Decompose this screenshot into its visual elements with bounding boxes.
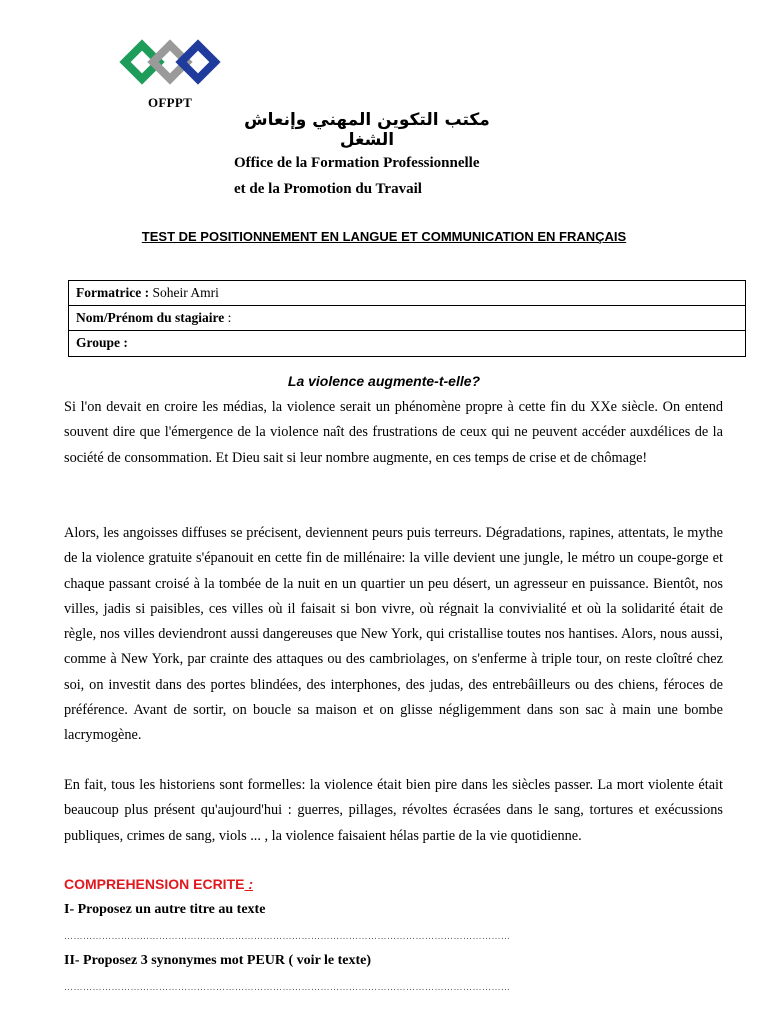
info-row-trainee-name bbox=[69, 306, 745, 331]
test-title: TEST DE POSITIONNEMENT EN LANGUE ET COMMUNICATION EN FRANÇAIS bbox=[141, 229, 627, 244]
info-value: : bbox=[224, 310, 232, 325]
org-name-line-1: Office de la Formation Professionnelle bbox=[234, 155, 480, 171]
info-table bbox=[68, 280, 746, 357]
answer-line-2[interactable]: …………………………………………………………………………………………………………………………… bbox=[64, 982, 511, 992]
comprehension-heading bbox=[64, 876, 253, 892]
info-label: Formatrice : bbox=[76, 285, 150, 300]
info-label: Groupe : bbox=[76, 335, 128, 350]
paragraph-2: Alors, les angoisses diffuses se précisent, deviennent peurs puis terreurs. Dégradations, rapines, attentats, le mythe de la violence gratuite s'épanouit en cette fin de millénaire: la ville devient une jungle, le métro un coupe-gorge et chaque passant croisé à la tombée de la nuit en un quartier un peu désert, un agresseur en puissance. Bientôt, nos villes, jadis si paisibles, ces villes où il faisait si bon vivre, où régnait la convivialité et où la solidarité était de règle, nos villes deviendront aussi dangereuses que New York, qui cristallise toutes nos hantises. Alors, nous aussi, comme à New York, par crainte des attaques ou des cambriolages, on s'enferme à triple tour, on reste cloîtré chez soi, on investit dans des portes blindées, des interphones, des judas, des entrebâilleurs ou des chiens, féroces de préférence. Avant de sortir, on boucle sa maison et on glisse négligemment dans son sac à main une bombe lacrymogène. bbox=[64, 525, 723, 744]
arabic-org-name: مكتب التكوين المهني وإنعاش الشغل bbox=[244, 110, 490, 150]
question-2: II- Proposez 3 synonymes mot PEUR ( voir le texte) bbox=[64, 953, 372, 968]
text-title: La violence augmente-t-elle? bbox=[287, 373, 481, 389]
paragraph-1: Si l'on devait en croire les médias, la violence serait un phénomène propre à cette fin du XXe siècle. On entend souvent dire que l'émergence de la violence naît des frustrations de ceux qui ne peuvent accéder auxdélices de la société de consommation. Et Dieu sait si leur nombre augmente, en ces temps de crise et de chômage! bbox=[64, 399, 723, 466]
info-row-trainer bbox=[69, 281, 745, 306]
comprehension-heading-text: COMPREHENSION ECRITE bbox=[64, 876, 245, 892]
comprehension-heading-colon: : bbox=[244, 876, 254, 892]
info-value: Soheir Amri bbox=[149, 285, 219, 300]
logo-caption: OFPPT bbox=[147, 95, 193, 110]
info-label: Nom/Prénom du stagiaire bbox=[76, 310, 225, 325]
answer-line-1[interactable]: …………………………………………………………………………………………………………………………… bbox=[64, 931, 511, 941]
question-1: I- Proposez un autre titre au texte bbox=[64, 902, 266, 917]
org-name-line-2: et de la Promotion du Travail bbox=[234, 181, 422, 197]
ofppt-logo bbox=[118, 38, 222, 90]
paragraph-3: En fait, tous les historiens sont formelles: la violence était bien pire dans les siècles passer. La mort violente était beaucoup plus présent qu'aujourd'hui : guerres, pillages, révoltes écrasées dans le sang, tortures et exécussions publiques, crimes de sang, viols ... , la violence faisaient hélas partie de la vie quotidienne. bbox=[64, 777, 723, 844]
info-row-group bbox=[69, 331, 745, 356]
logo-blue-diamond bbox=[181, 45, 215, 79]
